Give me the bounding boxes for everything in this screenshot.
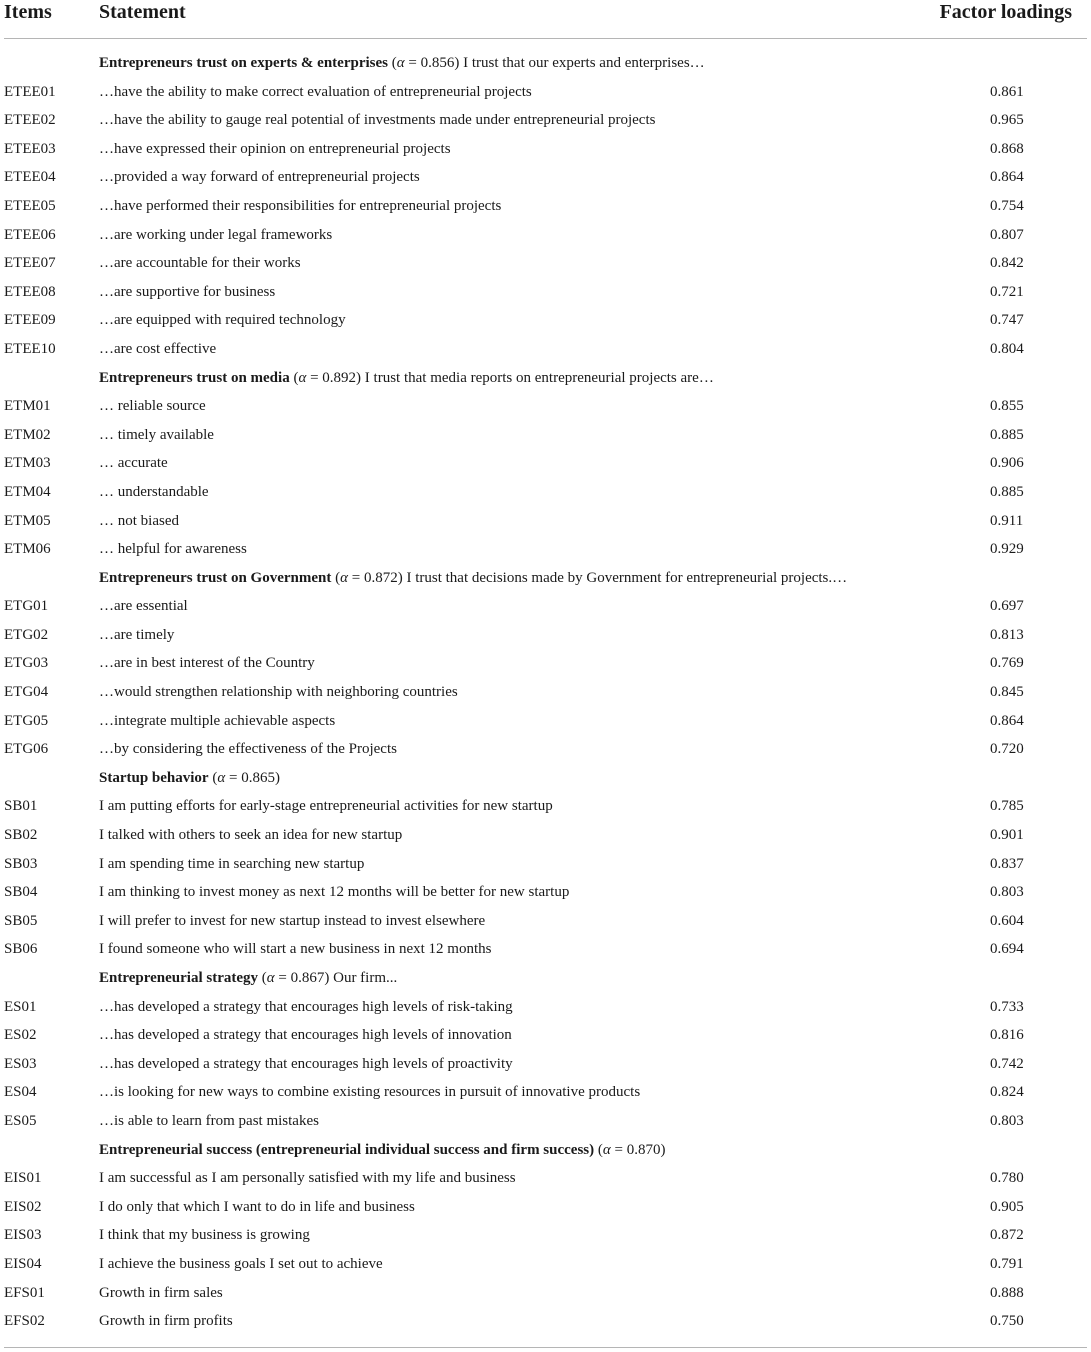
table-row xyxy=(0,535,1091,564)
table-row xyxy=(0,335,1091,364)
statement-text: …have expressed their opinion on entrepreneurial projects xyxy=(99,140,451,157)
alpha-value: 0.872 xyxy=(363,569,398,586)
statement-text: I found someone who will start a new business in next 12 months xyxy=(99,941,492,958)
factor-loading: 0.785 xyxy=(990,798,1024,815)
statement-text: …are cost effective xyxy=(99,340,217,357)
factor-loading: 0.807 xyxy=(990,226,1024,243)
statement-text: I am thinking to invest money as next 12 months will be better for new startup xyxy=(99,884,570,901)
factor-loading: 0.604 xyxy=(990,912,1024,929)
alpha-value: 0.892 xyxy=(322,369,357,386)
table-row xyxy=(0,278,1091,307)
item-code: ETEE04 xyxy=(4,169,56,186)
item-code: EIS02 xyxy=(4,1198,42,1215)
statement-text: …have the ability to gauge real potential of investments made under entrepreneurial projects xyxy=(99,112,656,129)
item-code: EFS02 xyxy=(4,1313,45,1330)
item-code: ETM03 xyxy=(4,455,51,472)
section-name: Entrepreneurs trust on media xyxy=(99,369,290,386)
item-code: ETEE08 xyxy=(4,283,56,300)
item-code: ES04 xyxy=(4,1084,37,1101)
section-header-row xyxy=(0,49,1091,78)
item-code: EIS01 xyxy=(4,1170,42,1187)
statement-text: Growth in firm sales xyxy=(99,1284,223,1301)
table-row xyxy=(0,1078,1091,1107)
statement-text: …has developed a strategy that encourages high levels of risk-taking xyxy=(99,998,513,1015)
table-row xyxy=(0,1221,1091,1250)
item-code: ETEE03 xyxy=(4,140,56,157)
table-row xyxy=(0,1050,1091,1079)
statement-text: …are supportive for business xyxy=(99,283,276,300)
factor-loading: 0.791 xyxy=(990,1255,1024,1272)
factor-loading: 0.864 xyxy=(990,169,1024,186)
statement-text: …would strengthen relationship with neighboring countries xyxy=(99,684,458,701)
factor-loading: 0.697 xyxy=(990,598,1024,615)
statement-text: … accurate xyxy=(99,455,168,472)
item-code: ETEE02 xyxy=(4,112,56,129)
statement-text: … understandable xyxy=(99,483,209,500)
item-code: ES01 xyxy=(4,998,37,1015)
factor-loading: 0.816 xyxy=(990,1027,1024,1044)
table-row xyxy=(0,821,1091,850)
statement-text: … timely available xyxy=(99,426,214,443)
item-code: ETM01 xyxy=(4,398,51,415)
factor-loading: 0.885 xyxy=(990,426,1024,443)
table-row xyxy=(0,850,1091,879)
item-code: ETG04 xyxy=(4,684,49,701)
alpha-symbol: α xyxy=(298,369,307,386)
table-row xyxy=(0,678,1091,707)
table-row xyxy=(0,135,1091,164)
table-row xyxy=(0,935,1091,964)
factor-loading: 0.804 xyxy=(990,340,1024,357)
section-header-row xyxy=(0,964,1091,993)
item-code: ETEE05 xyxy=(4,197,56,214)
table-header xyxy=(0,0,1091,38)
table-row xyxy=(0,1164,1091,1193)
statement-text: …are equipped with required technology xyxy=(99,312,346,329)
table-row xyxy=(0,621,1091,650)
table-row xyxy=(0,163,1091,192)
factor-loading: 0.868 xyxy=(990,140,1024,157)
alpha-symbol: α xyxy=(217,769,226,786)
item-code: ES03 xyxy=(4,1055,37,1072)
item-code: ETM02 xyxy=(4,426,51,443)
statement-text: … reliable source xyxy=(99,398,206,415)
factor-loading: 0.906 xyxy=(990,455,1024,472)
item-code: EFS01 xyxy=(4,1284,45,1301)
item-code: ETG03 xyxy=(4,655,49,672)
factor-loading: 0.837 xyxy=(990,855,1024,872)
section-header-row xyxy=(0,564,1091,593)
statement-text: …are essential xyxy=(99,598,188,615)
section-name: Entrepreneurs trust on Government xyxy=(99,569,332,586)
section-prompt: I trust that decisions made by Government for entrepreneurial projects.… xyxy=(406,569,848,586)
section-header-row xyxy=(0,764,1091,793)
section-title: Entrepreneurs trust on Government (α = 0.872) I trust that decisions made by Government for entrepreneurial projects.… xyxy=(99,569,848,586)
table-row xyxy=(0,478,1091,507)
section-title: Entrepreneurs trust on media (α = 0.892) I trust that media reports on entrepreneurial projects are… xyxy=(99,369,714,386)
table-row xyxy=(0,993,1091,1022)
section-title: Entrepreneurs trust on experts & enterprises (α = 0.856) I trust that our experts and enterprises… xyxy=(99,55,705,71)
statement-text: …are working under legal frameworks xyxy=(99,226,333,243)
factor-loading: 0.721 xyxy=(990,283,1024,300)
statement-text: I am putting efforts for early-stage entrepreneurial activities for new startup xyxy=(99,798,553,815)
statement-text: I do only that which I want to do in life and business xyxy=(99,1198,415,1215)
statement-text: Growth in firm profits xyxy=(99,1313,233,1330)
factor-loading: 0.769 xyxy=(990,655,1024,672)
factor-loading: 0.747 xyxy=(990,312,1024,329)
item-code: SB06 xyxy=(4,941,38,958)
statement-text: …have the ability to make correct evaluation of entrepreneurial projects xyxy=(99,83,532,100)
alpha-symbol: α xyxy=(340,569,348,586)
table-row xyxy=(0,1193,1091,1222)
section-name: Startup behavior xyxy=(99,769,209,786)
bottom-rule xyxy=(4,1347,1087,1348)
factor-loading: 0.864 xyxy=(990,712,1024,729)
item-code: ETG06 xyxy=(4,741,49,758)
table-row xyxy=(0,392,1091,421)
section-prompt: I trust that our experts and enterprises… xyxy=(463,55,705,71)
item-code: EIS03 xyxy=(4,1227,42,1244)
table-row xyxy=(0,306,1091,335)
factor-loading: 0.754 xyxy=(990,197,1024,214)
statement-text: …has developed a strategy that encourages high levels of proactivity xyxy=(99,1055,513,1072)
section-name: Entrepreneurial success (entrepreneurial individual success and firm success) xyxy=(99,1141,595,1158)
factor-loading: 0.750 xyxy=(990,1313,1024,1330)
table-row xyxy=(0,1279,1091,1308)
statement-text: …is able to learn from past mistakes xyxy=(99,1112,319,1129)
statement-text: I am successful as I am personally satisfied with my life and business xyxy=(99,1170,516,1187)
table-row xyxy=(0,507,1091,536)
item-code: SB02 xyxy=(4,827,38,844)
section-header-row xyxy=(0,1136,1091,1165)
statement-text: I talked with others to seek an idea for new startup xyxy=(99,827,403,844)
statement-text: … helpful for awareness xyxy=(99,541,247,558)
statement-text: …provided a way forward of entrepreneurial projects xyxy=(99,169,420,186)
section-prompt: I trust that media reports on entrepreneurial projects are… xyxy=(364,369,714,386)
item-code: ETM04 xyxy=(4,483,51,500)
table-row xyxy=(0,1107,1091,1136)
table-row xyxy=(0,907,1091,936)
statement-text: …are in best interest of the Country xyxy=(99,655,315,672)
section-header-row xyxy=(0,364,1091,393)
statement-text: I am spending time in searching new startup xyxy=(99,855,365,872)
item-code: SB03 xyxy=(4,855,38,872)
item-code: ETG01 xyxy=(4,598,49,615)
statement-text: I will prefer to invest for new startup instead to invest elsewhere xyxy=(99,912,486,929)
item-code: ETEE10 xyxy=(4,340,56,357)
factor-loading: 0.888 xyxy=(990,1284,1024,1301)
item-code: ES02 xyxy=(4,1027,37,1044)
statement-text: …is looking for new ways to combine existing resources in pursuit of innovative products xyxy=(99,1084,641,1101)
statement-text: I achieve the business goals I set out to achieve xyxy=(99,1255,383,1272)
statement-text: …integrate multiple achievable aspects xyxy=(99,712,336,729)
table-row xyxy=(0,707,1091,736)
section-name: Entrepreneurial strategy xyxy=(99,970,259,986)
table-row xyxy=(0,106,1091,135)
statement-text: …have performed their responsibilities for entrepreneurial projects xyxy=(99,197,502,214)
table-row xyxy=(0,421,1091,450)
item-code: EIS04 xyxy=(4,1255,42,1272)
factor-loading: 0.803 xyxy=(990,884,1024,901)
alpha-value: 0.856 xyxy=(420,55,455,71)
table-row xyxy=(0,192,1091,221)
section-name: Entrepreneurs trust on experts & enterprises xyxy=(99,55,388,71)
statement-text: …has developed a strategy that encourages high levels of innovation xyxy=(99,1027,512,1044)
factor-loading: 0.905 xyxy=(990,1198,1024,1215)
item-code: ETG05 xyxy=(4,712,49,729)
item-code: ETEE06 xyxy=(4,226,56,243)
factor-loading: 0.742 xyxy=(990,1055,1024,1072)
header-statement: Statement xyxy=(99,1,186,23)
item-code: ETEE07 xyxy=(4,255,56,272)
item-code: ETG02 xyxy=(4,626,49,643)
factor-loading: 0.694 xyxy=(990,941,1024,958)
alpha-value: 0.865 xyxy=(241,769,275,786)
item-code: SB04 xyxy=(4,884,38,901)
table-row xyxy=(0,878,1091,907)
factor-loading: 0.861 xyxy=(990,83,1024,100)
header-factor-loadings: Factor loadings xyxy=(939,1,1072,23)
item-code: ETM06 xyxy=(4,541,51,558)
factor-loading: 0.929 xyxy=(990,541,1024,558)
factor-loading: 0.813 xyxy=(990,626,1024,643)
item-code: SB01 xyxy=(4,798,38,815)
section-title: Startup behavior (α = 0.865) xyxy=(99,769,280,786)
table-row xyxy=(0,78,1091,107)
factor-loading: 0.842 xyxy=(990,255,1024,272)
alpha-value: 0.870 xyxy=(626,1141,661,1158)
item-code: ETEE01 xyxy=(4,83,56,100)
factor-loading: 0.855 xyxy=(990,398,1024,415)
table-row xyxy=(0,735,1091,764)
alpha-symbol: α xyxy=(396,55,405,71)
statement-text: …are timely xyxy=(99,626,175,643)
factor-loading: 0.845 xyxy=(990,684,1024,701)
table-body xyxy=(0,49,1091,1336)
table-row xyxy=(0,792,1091,821)
table-row xyxy=(0,221,1091,250)
table-row xyxy=(0,649,1091,678)
factor-loading: 0.901 xyxy=(990,827,1024,844)
table-row xyxy=(0,1021,1091,1050)
table-row xyxy=(0,449,1091,478)
section-title: Entrepreneurial success (entrepreneurial individual success and firm success) (α = 0.870) xyxy=(99,1141,666,1158)
statement-text: …are accountable for their works xyxy=(99,255,301,272)
alpha-symbol: α xyxy=(602,1141,611,1158)
factor-loading: 0.780 xyxy=(990,1170,1024,1187)
alpha-symbol: α xyxy=(266,970,275,986)
factor-loading: 0.872 xyxy=(990,1227,1024,1244)
table-row xyxy=(0,592,1091,621)
factor-loading: 0.733 xyxy=(990,998,1024,1015)
table-row xyxy=(0,1250,1091,1279)
factor-loading: 0.803 xyxy=(990,1112,1024,1129)
section-title: Entrepreneurial strategy (α = 0.867) Our firm... xyxy=(99,970,398,986)
factor-loading: 0.720 xyxy=(990,741,1024,758)
header-rule xyxy=(4,38,1087,39)
statement-text: I think that my business is growing xyxy=(99,1227,310,1244)
item-code: ETEE09 xyxy=(4,312,56,329)
factor-loading: 0.885 xyxy=(990,483,1024,500)
header-items: Items xyxy=(4,1,52,23)
statement-text: …by considering the effectiveness of the Projects xyxy=(99,741,397,758)
alpha-value: 0.867 xyxy=(290,970,325,986)
table-row xyxy=(0,1307,1091,1336)
item-code: SB05 xyxy=(4,912,38,929)
factor-loading: 0.911 xyxy=(990,512,1024,529)
section-prompt: Our firm... xyxy=(333,970,398,986)
factor-loading: 0.824 xyxy=(990,1084,1024,1101)
item-code: ES05 xyxy=(4,1112,37,1129)
table-row xyxy=(0,249,1091,278)
item-code: ETM05 xyxy=(4,512,51,529)
factor-loading: 0.965 xyxy=(990,112,1024,129)
statement-text: … not biased xyxy=(99,512,179,529)
